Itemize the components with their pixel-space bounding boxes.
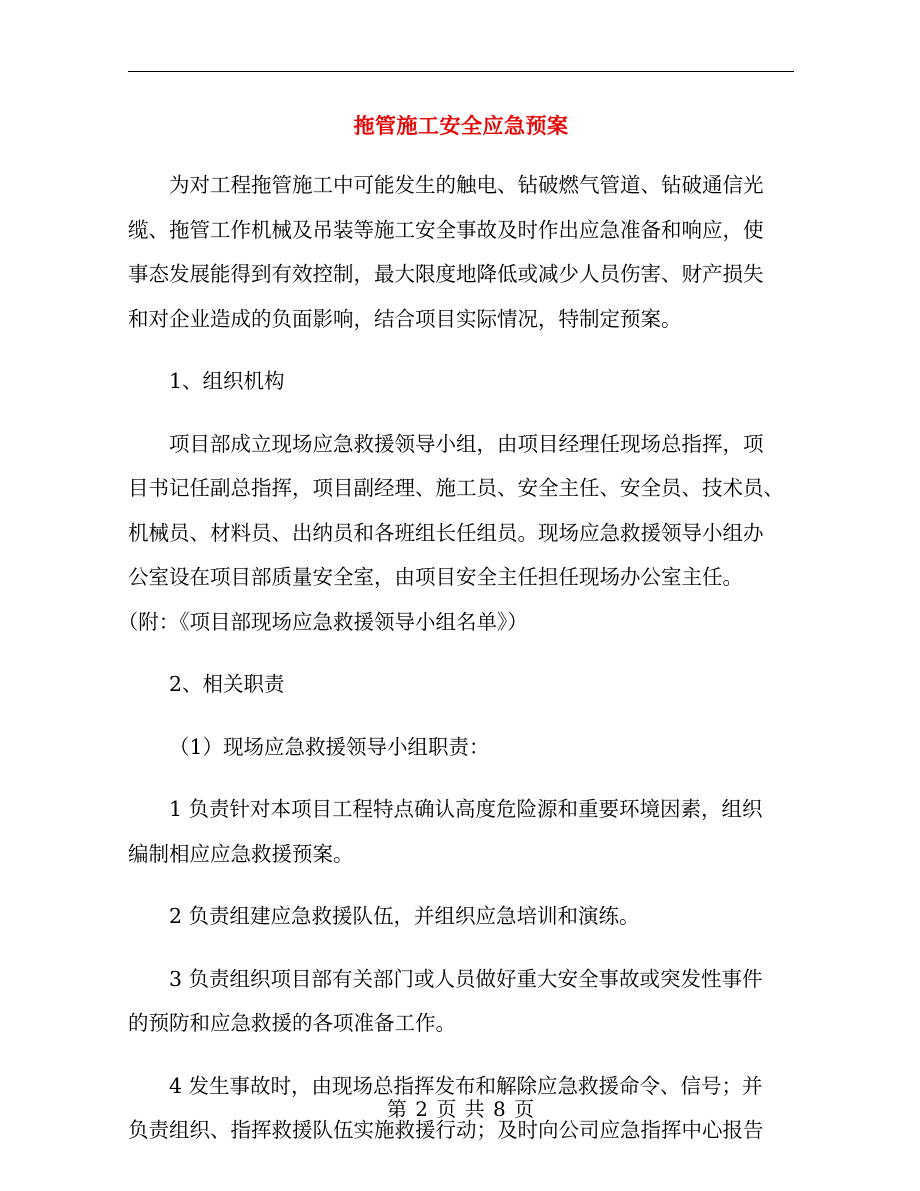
text-line: 为对工程拖管施工中可能发生的触电、钻破燃气管道、钻破通信光 <box>169 173 764 197</box>
text-line: 3 负责组织项目部有关部门或人员做好重大安全事故或突发性事件 <box>169 966 763 991</box>
text-line: 1、组织机构 <box>169 369 285 393</box>
text-line: 事态发展能得到有效控制，最大限度地降低或减少人员伤害、财产损失 <box>128 262 764 286</box>
text-line: （附：《项目部现场应急救援领导小组名单》） <box>117 609 528 634</box>
text-line: 公室设在项目部质量安全室，由项目安全主任担任现场办公室主任。 <box>128 565 743 589</box>
section-heading <box>128 359 794 404</box>
text-line: 机械员、材料员、出纳员和各班组长任组员。现场应急救援领导小组办 <box>128 520 764 545</box>
text-line: 的预防和应急救援的各项准备工作。 <box>128 1011 456 1035</box>
header-rule <box>128 71 794 72</box>
text-line: 2 负责组建应急救援队伍，并组织应急培训和演练。 <box>169 904 640 928</box>
duty-item <box>128 957 794 1046</box>
organization-paragraph <box>117 422 794 645</box>
duty-item <box>128 894 794 939</box>
text-line: 编制相应应急救援预案。 <box>128 841 354 866</box>
page-number-footer: 第 2 页 共 8 页 <box>386 1097 536 1121</box>
text-line: 2、相关职责 <box>169 672 285 696</box>
document-body <box>117 163 794 1171</box>
intro-paragraph <box>128 163 794 341</box>
text-line: 项目部成立现场应急救援领导小组，由项目经理任现场总指挥，项 <box>169 431 764 456</box>
text-line: 负责组织、指挥救援队伍实施救援行动；及时向公司应急指挥中心报告 <box>128 1118 764 1142</box>
text-line: 缆、拖管工作机械及吊装等施工安全事故及时作出应急准备和响应，使 <box>128 217 764 242</box>
document-title: 拖管施工安全应急预案 <box>353 113 569 138</box>
subsection-heading <box>128 725 794 770</box>
text-line: 4 发生事故时，由现场总指挥发布和解除应急救援命令、信号；并 <box>169 1073 763 1098</box>
text-line: 1 负责针对本项目工程特点确认高度危险源和重要环境因素，组织 <box>169 797 763 821</box>
duty-item <box>128 787 794 876</box>
text-line: （1）现场应急救援领导小组职责： <box>169 734 490 759</box>
section-heading <box>128 662 794 707</box>
text-line: 和对企业造成的负面影响，结合项目实际情况，特制定预案。 <box>128 306 682 331</box>
text-line: 目书记任副总指挥，项目副经理、施工员、安全主任、安全员、技术员、 <box>128 476 784 500</box>
